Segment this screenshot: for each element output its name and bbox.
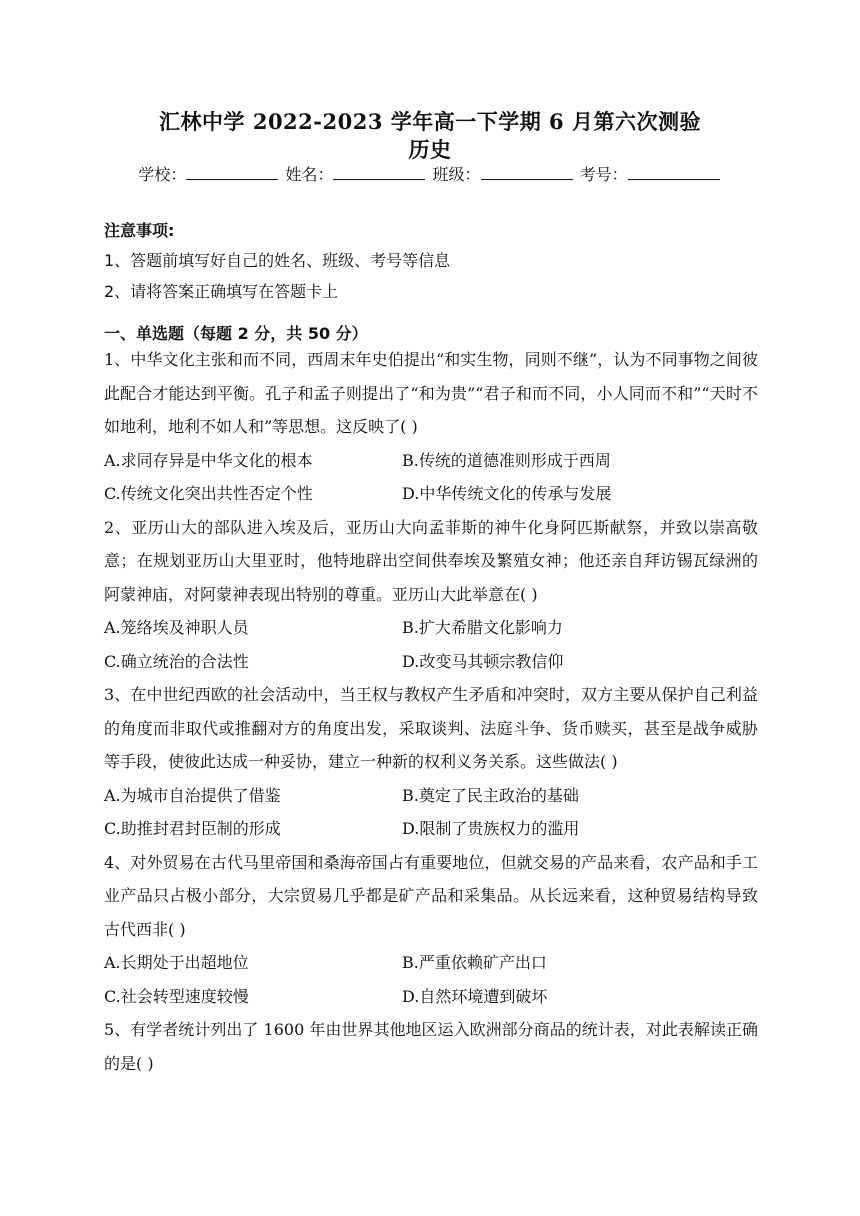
question-options: [104, 611, 758, 678]
option: A.为城市自治提供了借鉴: [104, 785, 281, 805]
question-stem: 5、有学者统计列出了 1600 年由世界其他地区运入欧洲部分商品的统计表，对此表解读正确的是( ): [104, 1020, 758, 1073]
class-blank[interactable]: [481, 165, 573, 180]
option: B.严重依赖矿产出口: [402, 953, 547, 972]
option: B.奠定了民主政治的基础: [402, 785, 579, 805]
option: C.助推封君封臣制的形成: [104, 819, 281, 838]
option: A.求同存异是中华文化的根本: [104, 450, 313, 470]
option: D.限制了贵族权力的滥用: [402, 819, 580, 838]
notice-item: 1、答题前填写好自己的姓名、班级、考号等信息: [104, 251, 451, 270]
option: C.确立统治的合法性: [104, 651, 249, 671]
question-stem: 2、亚历山大的部队进入埃及后，亚历山大向孟菲斯的神牛化身阿匹斯献祭，并致以崇高敬意；在规划亚历山大里亚时，他特地辟出空间供奉埃及繁殖女神；他还亲自拜访锡瓦绿洲的阿蒙神庙，对阿蒙神表现出特别的尊重。亚历山大此举意在( ): [104, 517, 758, 604]
question-options: [104, 779, 758, 846]
exam-title: 汇林中学 2022-2023 学年高一下学期 6 月第六次测验: [159, 109, 701, 134]
question-stem: 4、对外贸易在古代马里帝国和桑海帝国占有重要地位，但就交易的产品来看，农产品和手工业产品只占极小部分，大宗贸易几乎都是矿产品和采集品。从长远来看，这种贸易结构导致古代西非( ): [104, 852, 758, 939]
question-stem: 3、在中世纪西欧的社会活动中，当王权与教权产生矛盾和冲突时，双方主要从保护自己利益的角度而非取代或推翻对方的角度出发，采取谈判、法庭斗争、货币赎买，甚至是战争威胁等手段，使彼此达成一种妥协，建立一种新的权利义务关系。这些做法( ): [104, 685, 758, 771]
option: D.自然环境遭到破坏: [402, 986, 548, 1006]
name-label: 姓名：: [285, 165, 334, 184]
option: C.社会转型速度较慢: [104, 986, 249, 1006]
option: A.笼络埃及神职人员: [104, 618, 249, 637]
question-options: [104, 444, 758, 511]
question-options: [104, 946, 758, 1013]
exam-subject: 历史: [408, 137, 452, 162]
option: A.长期处于出超地位: [104, 953, 249, 972]
student-info-line: [0, 162, 860, 185]
name-blank[interactable]: [333, 165, 425, 180]
option: C.传统文化突出共性否定个性: [104, 484, 313, 503]
exam-number-label: 考号：: [579, 165, 628, 184]
option: B.传统的道德准则形成于西周: [402, 450, 611, 470]
section-title: 一、单选题（每题 2 分，共 50 分）: [104, 324, 368, 343]
notice-heading: 注意事项:: [104, 221, 175, 240]
questions: [104, 343, 758, 1080]
option: D.改变马其顿宗教信仰: [402, 651, 564, 671]
school-label: 学校：: [138, 165, 187, 184]
question-stem: 1、中华文化主张和而不同，西周末年史伯提出“和实生物，同则不继”，认为不同事物之间彼此配合才能达到平衡。孔子和孟子则提出了“和为贵”“君子和而不同，小人同而不和”“天时不如地利，地利不如人和”等思想。这反映了( ): [104, 350, 758, 436]
notice-item: 2、请将答案正确填写在答题卡上: [104, 282, 339, 301]
option: B.扩大希腊文化影响力: [402, 618, 563, 637]
school-blank[interactable]: [186, 165, 278, 180]
option: D.中华传统文化的传承与发展: [402, 484, 612, 503]
class-label: 班级：: [432, 165, 481, 184]
exam-number-blank[interactable]: [628, 165, 720, 180]
